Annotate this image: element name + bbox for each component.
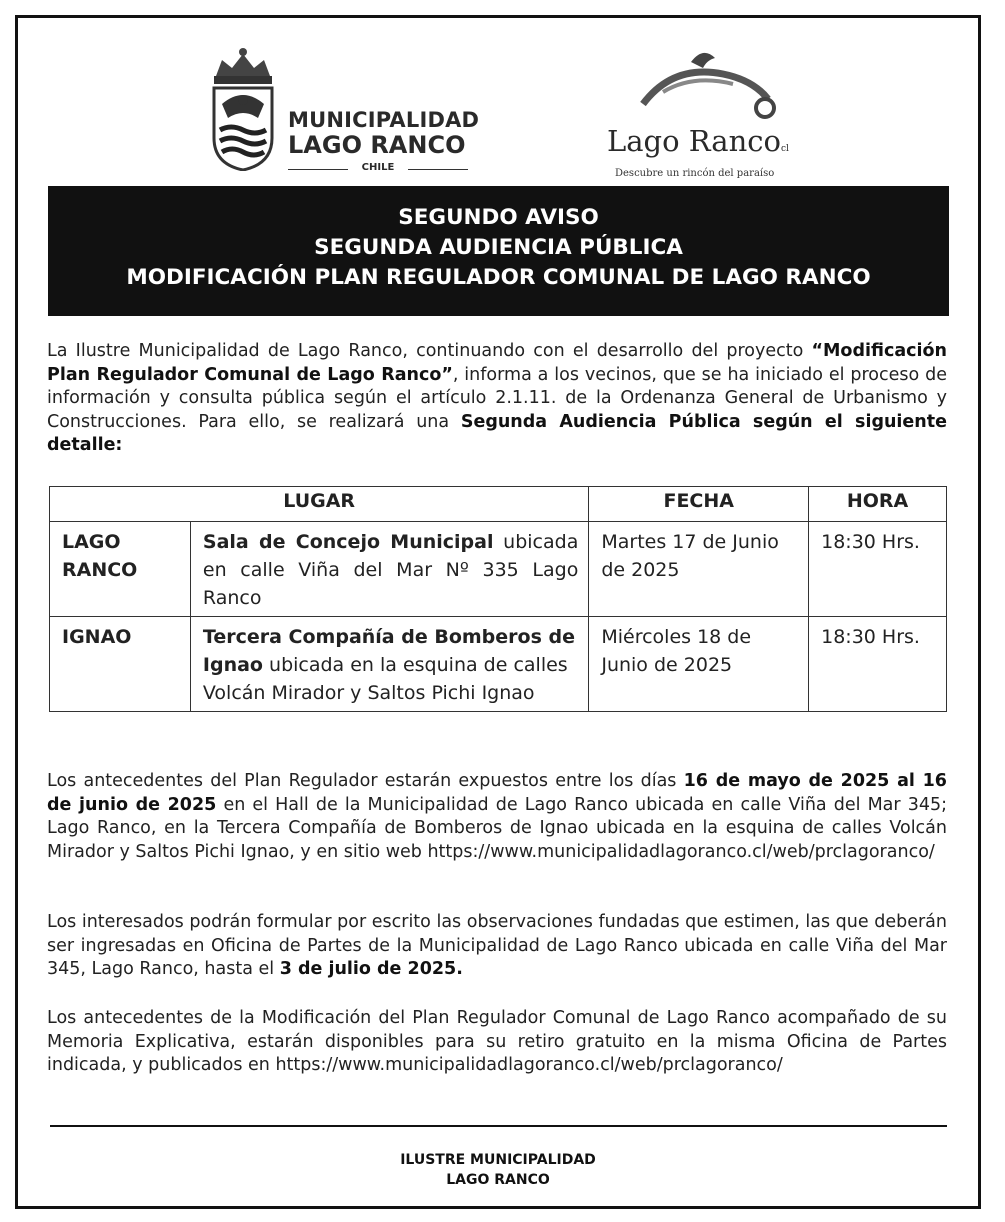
banner-line1: SEGUNDO AVISO — [398, 205, 599, 230]
schedule-table — [49, 486, 947, 712]
banner-line3: MODIFICACIÓN PLAN REGULADOR COMUNAL DE LAGO RANCO — [126, 265, 871, 290]
observations-paragraph — [47, 911, 947, 982]
intro-text-1: La Ilustre Municipalidad de Lago Ranco, continuando con el desarrollo del proyecto — [47, 341, 812, 361]
table-row — [50, 522, 947, 617]
row-fecha: Martes 17 de Junio de 2025 — [589, 522, 809, 617]
municipality-line1: MUNICIPALIDAD — [288, 108, 480, 132]
footer-line1: ILUSTRE MUNICIPALIDAD — [400, 1152, 596, 1168]
documents-paragraph: Los antecedentes de la Modificación del Plan Regulador Comunal de Lago Ranco acompañado de su Memoria Explicativa, estarán disponibles para su retiro gratuito en la misma Oficina de Partes indicada, y publicados en https://www.municipalidadlagoranco.cl/web/prclagoranco/ — [47, 1008, 947, 1075]
observations-deadline: 3 de julio de 2025. — [279, 959, 463, 979]
banner-line2: SEGUNDA AUDIENCIA PÚBLICA — [314, 235, 683, 260]
intro-project-name: “Modificación Plan Regulador Comunal de Lago Ranco” — [47, 341, 947, 385]
row-comuna: LAGO RANCO — [50, 522, 191, 617]
exhibition-text-1: Los antecedentes del Plan Regulador estarán expuestos entre los días — [47, 771, 684, 791]
footer-line2: LAGO RANCO — [446, 1172, 550, 1188]
coat-of-arms-icon — [208, 46, 278, 171]
row-hora: 18:30 Hrs. — [809, 522, 947, 617]
intro-text-2: , informa a los vecinos, que se ha iniciado el proceso de información y consulta pública según el artículo 2.1.11. de la Ordenanza General de Urbanismo y Construcciones. Para ello, se realizará una — [47, 364, 947, 432]
header-lugar: LUGAR — [50, 487, 589, 522]
row-lugar-bold: Tercera Compañía de Bomberos de Ignao — [202, 626, 576, 676]
tourism-name — [607, 124, 789, 158]
observations-text: Los interesados podrán formular por escrito las observaciones fundadas que estimen, las que deberán ser ingresadas en Oficina de Partes de la Municipalidad de Lago Ranco ubicada en calle Viña del Mar 345, Lago Ranco, hasta el — [47, 912, 947, 979]
municipality-line2: LAGO RANCO — [288, 131, 466, 159]
bird-swirl-icon — [633, 44, 783, 119]
row-lugar-rest: ubicada en calle Viña del Mar Nº 335 Lago Ranco — [202, 531, 579, 609]
row-lugar-rest: ubicada en la esquina de calles Volcán Mirador y Saltos Pichi Ignao — [202, 654, 568, 704]
title-banner — [48, 186, 949, 316]
row-comuna: IGNAO — [50, 617, 191, 712]
exhibition-text-2: en el Hall de la Municipalidad de Lago Ranco ubicada en calle Viña del Mar 345; Lago Ranco, en la Tercera Compañía de Bomberos de Ignao ubicada en la esquina de calles Volcán Mirador y Saltos Pichi Ignao, y en sitio web https://www.municipalidadlagoranco.cl/web/prclagoranco/ — [47, 794, 948, 862]
exhibition-dates: 16 de mayo de 2025 al 16 de junio de 2025 — [47, 771, 947, 815]
table-header-row — [50, 487, 947, 522]
intro-paragraph — [47, 340, 947, 458]
notice-frame — [15, 15, 981, 1209]
header — [18, 38, 978, 188]
tourism-suffix: cl — [780, 144, 789, 154]
footer-divider — [50, 1125, 947, 1127]
footer — [18, 1150, 978, 1190]
row-lugar — [190, 617, 588, 712]
intro-text-bold-2: Segunda Audiencia Pública según el siguiente detalle: — [47, 411, 947, 455]
municipality-line3: CHILE — [288, 162, 468, 173]
municipality-name — [288, 108, 479, 173]
row-hora: 18:30 Hrs. — [809, 617, 947, 712]
tourism-logo — [603, 44, 793, 184]
table-row — [50, 617, 947, 712]
row-fecha: Miércoles 18 de Junio de 2025 — [589, 617, 809, 712]
header-fecha: FECHA — [589, 487, 809, 522]
tourism-tagline: Descubre un rincón del paraíso — [615, 168, 775, 179]
row-lugar-bold: Sala de Concejo Municipal — [202, 531, 494, 553]
header-hora: HORA — [809, 487, 947, 522]
municipality-logo — [208, 46, 478, 186]
row-lugar — [190, 522, 588, 617]
exhibition-paragraph — [47, 770, 947, 864]
tourism-name-text: Lago Ranco — [607, 124, 781, 158]
